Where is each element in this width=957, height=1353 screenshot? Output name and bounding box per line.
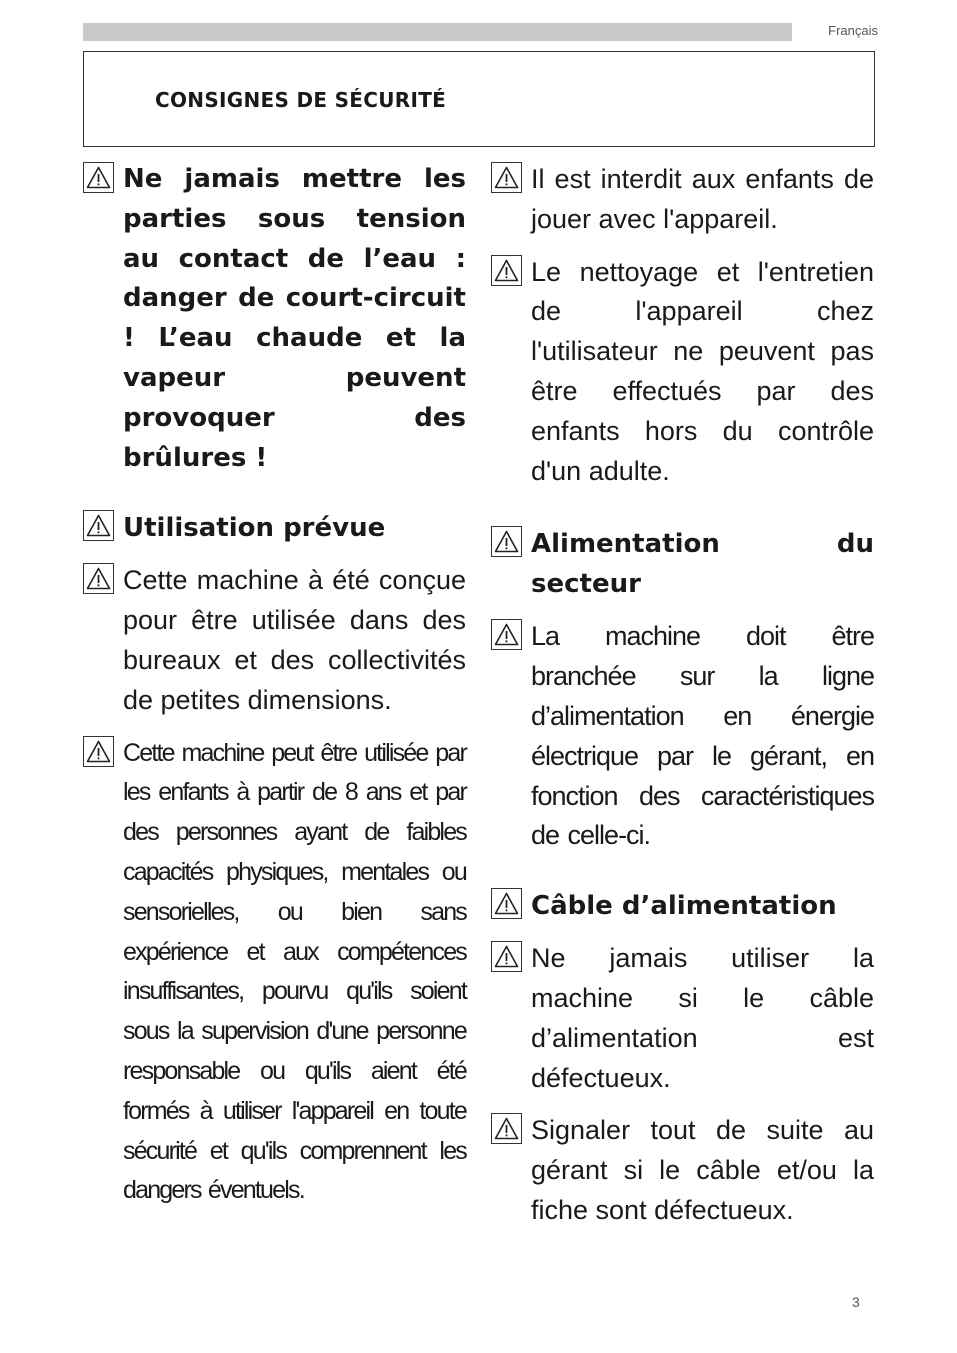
children-text: Cette machine peut être utilisée par les enfants à partir de 8 ans et par des personnes ayant de faibles capacités physiques, mentales ou sensorielles, ou bien sans expérience et aux compétences insuffisantes, pourvu qu'ils soient sous la supervision d'une personne responsable ou qu'ils aient été formés à utiliser l'appareil en toute sécurité et qu'ils comprennent les dangers éventuels. <box>123 738 466 1205</box>
children-item <box>83 734 466 1212</box>
warning-triangle-icon <box>83 510 114 541</box>
header-bar <box>83 23 792 41</box>
language-label: Français <box>828 23 878 38</box>
warning-main-text: Ne jamais mettre les parties sous tension au contact de l’eau : danger de court-circuit ! L’eau chaude et la vapeur peuvent provoquer des brûlures ! <box>123 164 466 473</box>
play-text: Il est interdit aux enfants de jouer avec l'appareil. <box>531 164 874 234</box>
right-column <box>491 160 874 1231</box>
warning-triangle-icon <box>491 941 522 972</box>
use-text: Cette machine à été conçue pour être utilisée dans des bureaux et des collectivités de petites dimensions. <box>123 565 466 715</box>
play-item <box>491 160 874 240</box>
warning-triangle-icon <box>83 162 114 193</box>
heading-item-power <box>491 524 874 604</box>
heading-mains-power: Alimentation du secteur <box>531 529 874 600</box>
warning-triangle-icon <box>83 563 114 594</box>
cleaning-text: Le nettoyage et l'entretien de l'appareil chez l'utilisateur ne peuvent pas être effectués par des enfants hors du contrôle d'un adulte. <box>531 256 874 486</box>
power-item <box>491 617 874 856</box>
cable-item <box>491 939 874 1098</box>
warning-triangle-icon <box>491 526 522 557</box>
warning-triangle-icon <box>491 162 522 193</box>
warning-triangle-icon <box>83 736 114 767</box>
heading-power-cable: Câble d’alimentation <box>531 891 837 922</box>
heading-intended-use: Utilisation prévue <box>123 513 386 544</box>
warning-triangle-icon <box>491 1113 522 1144</box>
warning-triangle-icon <box>491 888 522 919</box>
use-item <box>83 561 466 720</box>
heading-item-use <box>83 508 466 548</box>
title-box <box>83 51 875 147</box>
warning-triangle-icon <box>491 619 522 650</box>
cleaning-item <box>491 253 874 492</box>
warning-triangle-icon <box>491 255 522 286</box>
report-text: Signaler tout de suite au gérant si le câble et/ou la fiche sont défectueux. <box>531 1115 874 1225</box>
cable-text: Ne jamais utiliser la machine si le câble d’alimentation est défectueux. <box>531 943 874 1093</box>
section-title: CONSIGNES DE SÉCURITÉ <box>155 88 447 112</box>
report-item <box>491 1111 874 1230</box>
heading-item-cable <box>491 886 874 926</box>
warning-item-water <box>83 160 466 478</box>
left-column <box>83 160 466 1211</box>
power-text: La machine doit être branchée sur la ligne d’alimentation en énergie électrique par le gérant, en fonction des caractéristiques de celle-ci. <box>531 621 874 851</box>
page-number: 3 <box>852 1294 860 1310</box>
